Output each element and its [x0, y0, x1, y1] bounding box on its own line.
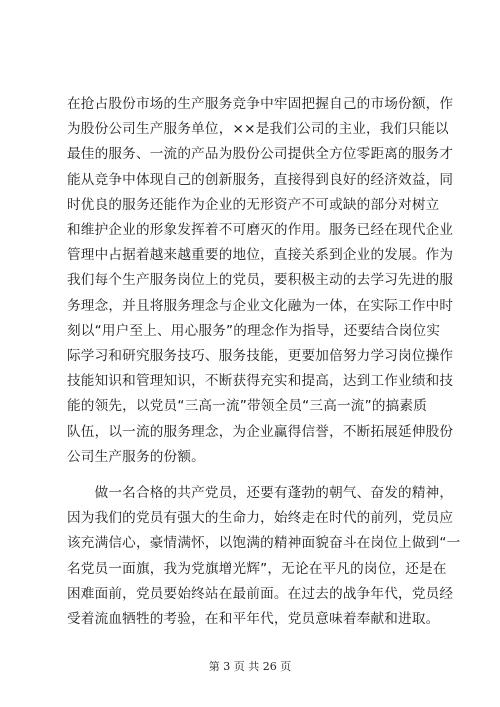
- text-line: 在抢占股份市场的生产服务竞争中牢固把握自己的市场份额，作: [67, 96, 454, 112]
- text-line: 名党员一面旗，我为党旗增光辉”，无论在平凡的岗位，还是在: [67, 560, 447, 577]
- text-line: 和维护企业的形象发挥着不可磨灭的作用。服务已经在现代企业: [67, 222, 454, 239]
- text-line: 技能知识和管理知识，不断获得充实和提高，达到工作业绩和技: [67, 373, 454, 390]
- text-line: 刻以“用户至上、用心服务”的理念作为指导，还要结合岗位实: [67, 322, 441, 339]
- text-line: 公司生产服务的份额。: [67, 448, 205, 465]
- text-line: 最佳的服务、一流的产品为股份公司提供全方位零距离的服务才: [67, 146, 454, 163]
- paragraph-2: [67, 481, 461, 632]
- text-line: 能的领先，以党员“三高一流”带领全员“三高一流”的搞素质: [67, 398, 428, 415]
- page-number-footer: 第 3 页 共 26 页: [208, 660, 292, 673]
- text-line: 因为我们的党员有强大的生命力，始终走在时代的前列，党员应: [67, 510, 454, 527]
- paragraph-1: [67, 92, 454, 470]
- text-line: 我们每个生产服务岗位上的党员，要积极主动的去学习先进的服: [67, 272, 454, 289]
- text-line: 为股份公司生产服务单位，××是我们公司的主业，我们只能以: [67, 121, 449, 138]
- text-line: 队伍，以一流的服务理念，为企业赢得信誉，不断拓展延伸股份: [67, 423, 454, 440]
- text-line: 时优良的服务还能作为企业的无形资产不可或缺的部分对树立: [67, 196, 440, 213]
- text-line: 困难面前，党员要始终站在最前面。在过去的战争年代，党员经: [67, 585, 454, 602]
- text-line: 受着流血牺牲的考验，在和平年代，党员意味着奉献和进取。: [67, 611, 440, 628]
- text-line: 际学习和研究服务技巧、服务技能，更要加倍努力学习岗位操作: [67, 348, 454, 365]
- text-line: 管理中占据着越来越重要的地位，直接关系到企业的发展。作为: [67, 247, 454, 264]
- text-line: 务理念，并且将服务理念与企业文化融为一体，在实际工作中时: [67, 297, 454, 314]
- body-text: [67, 92, 461, 632]
- text-line: 能从竞争中体现自己的创新服务，直接得到良好的经济效益，同: [67, 171, 454, 188]
- text-line: 该充满信心，豪情满怀，以饱满的精神面貌奋斗在岗位上做到“一: [67, 535, 461, 552]
- text-line: 做一名合格的共产党员，还要有蓬勃的朝气、奋发的精神，: [67, 485, 454, 502]
